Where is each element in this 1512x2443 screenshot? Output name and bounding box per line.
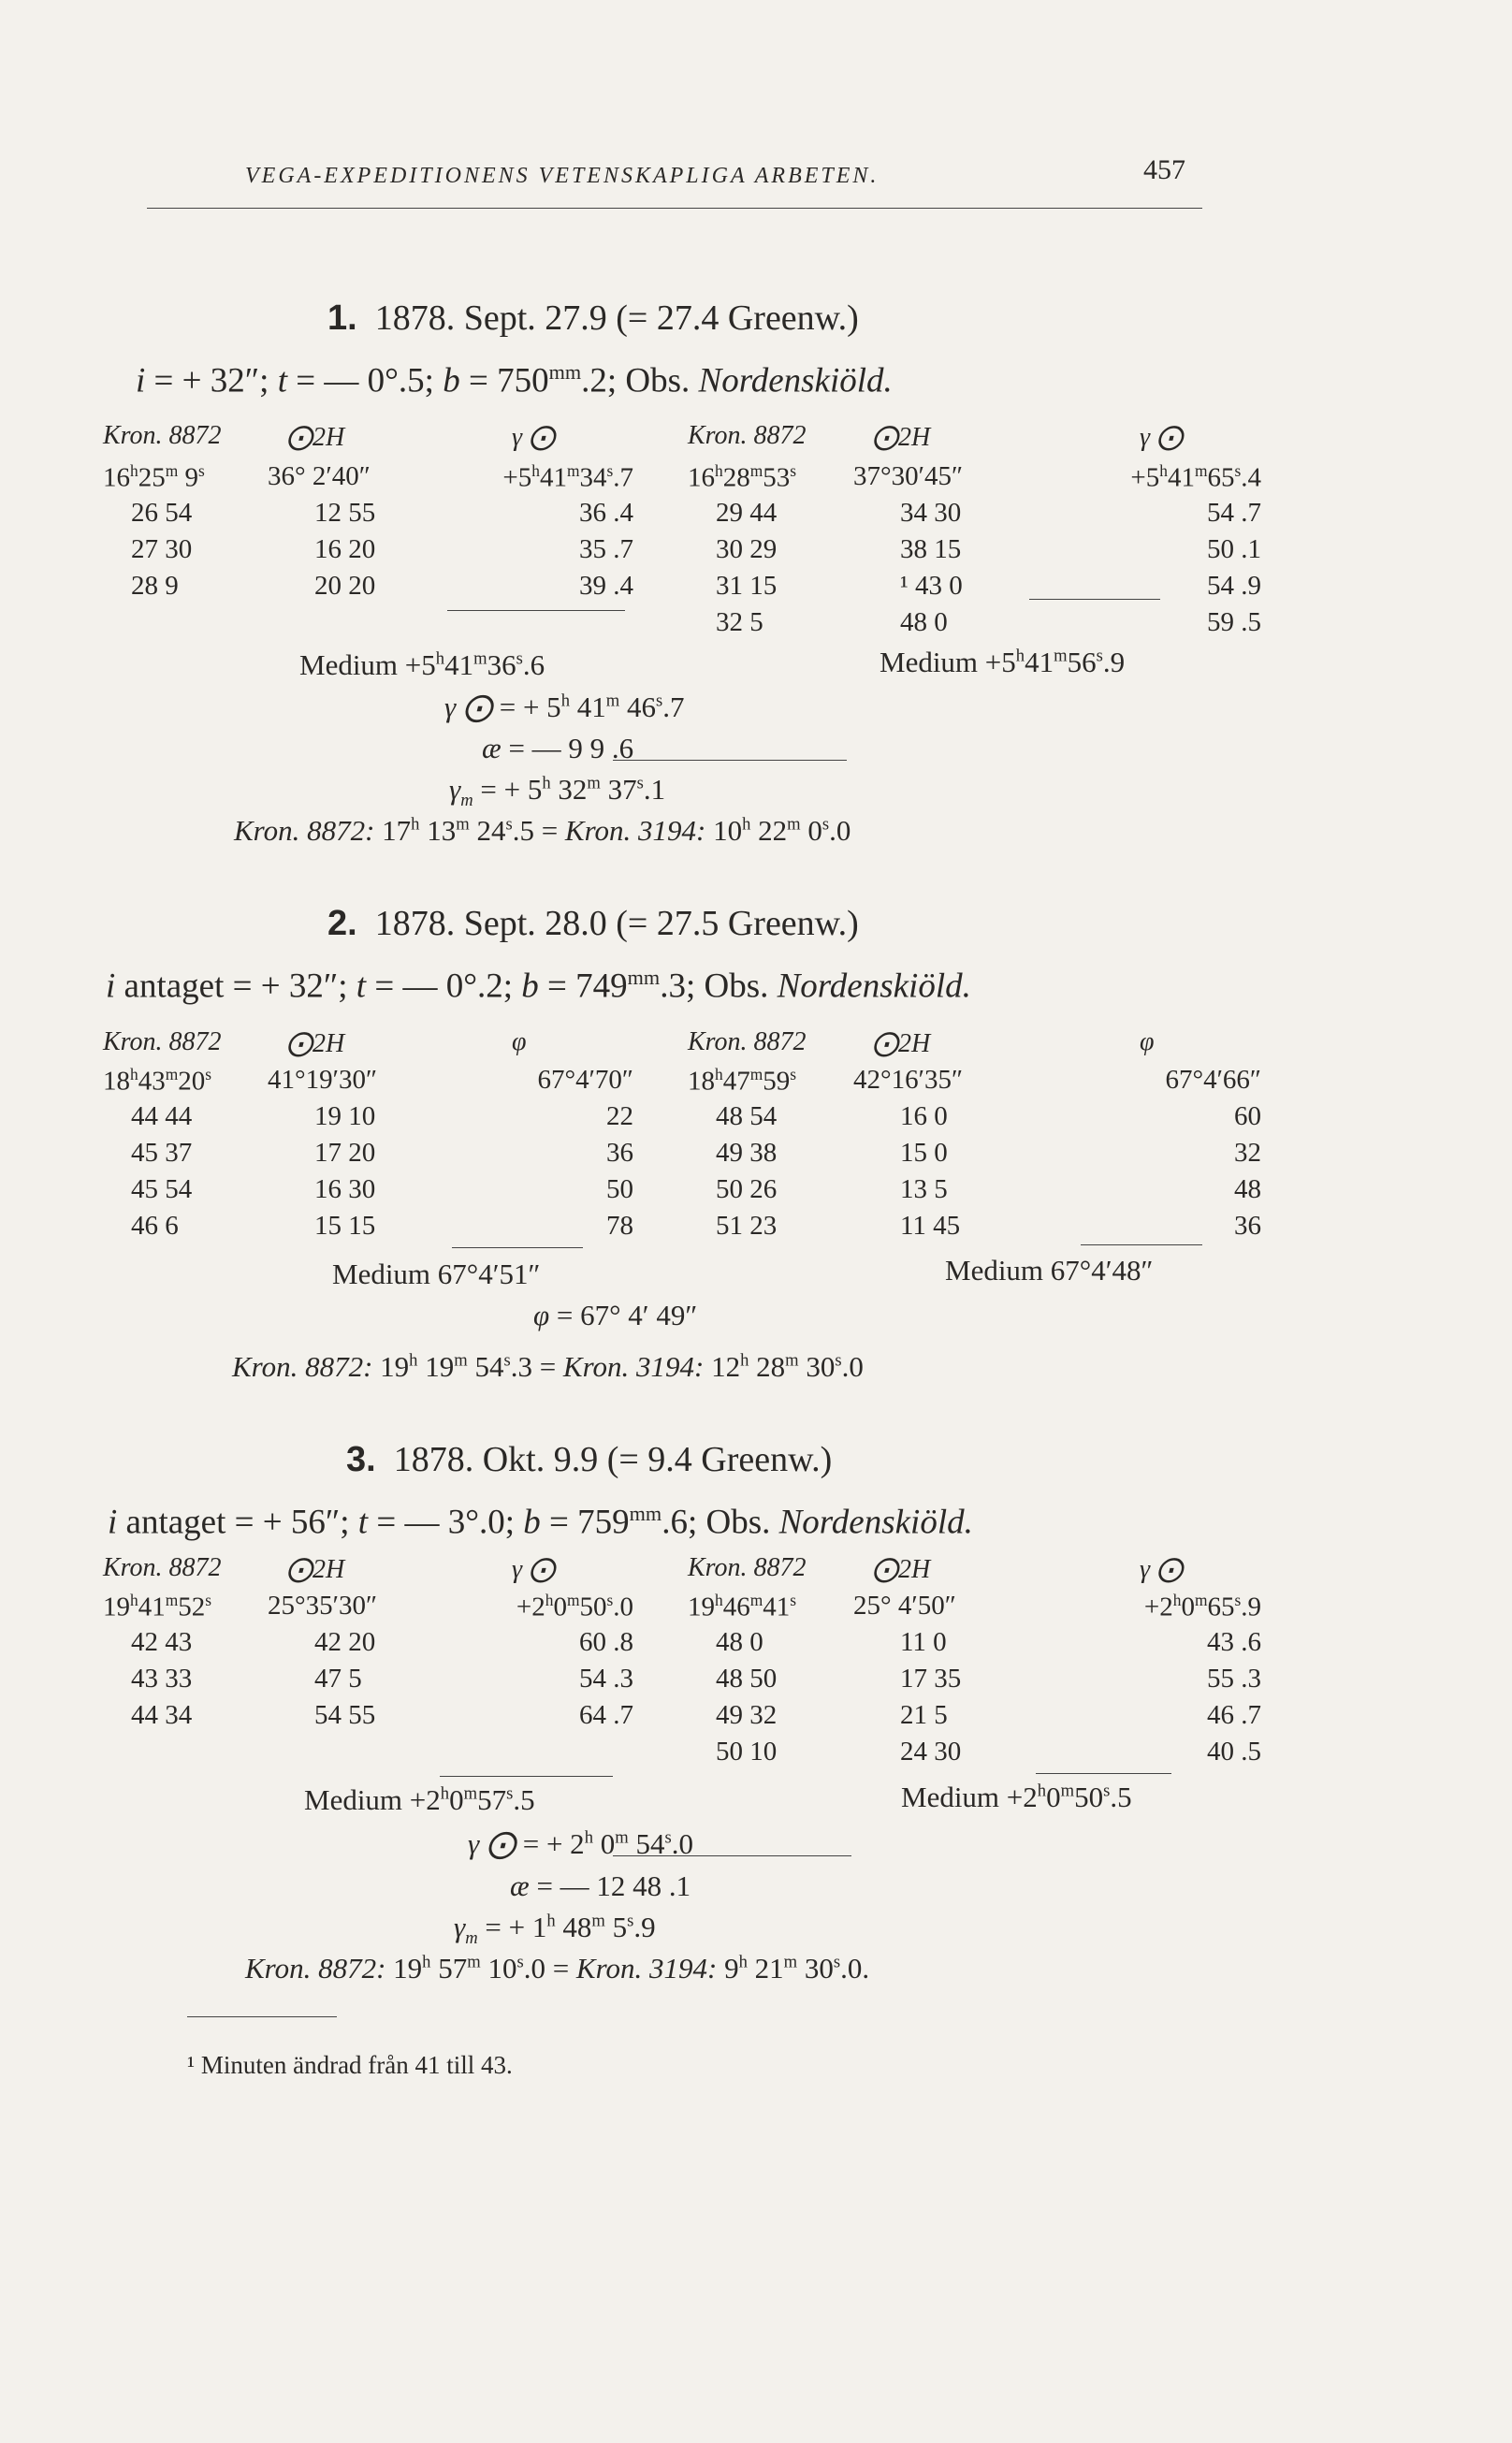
medium-rule	[452, 1247, 583, 1248]
table-cell-left: 22	[606, 1101, 633, 1131]
table-cell-right: 11 45	[900, 1211, 961, 1241]
result-rule	[613, 1855, 851, 1856]
table-cell-right: 49 32	[716, 1700, 778, 1730]
table-cell-right: 60	[1234, 1101, 1261, 1131]
table-cell-right: 24 30	[900, 1737, 962, 1767]
table-cell-right: 30 29	[716, 534, 778, 564]
table-cell-left: 54 .3	[579, 1664, 633, 1694]
result-line: æ = — 12 48 .1	[510, 1869, 691, 1902]
result-line: γ ⨀ = + $2^h$ 0$^m$ 54$^s$.0	[468, 1827, 693, 1860]
result-line: $\gamma_m$ = + $1^h$ 48$^m$ 5$^s$.9	[454, 1911, 656, 1949]
medium-left: Medium $+2^h0^m57^s.5$	[304, 1783, 535, 1816]
medium-rule	[1081, 1244, 1202, 1245]
table-cell-right: 67°4′66″	[1165, 1065, 1261, 1095]
table-cell-left: 16 30	[314, 1174, 376, 1204]
table-cell-right: 15 0	[900, 1138, 948, 1168]
column-header-right: ⨀2H	[872, 423, 931, 452]
table-cell-left: 44 34	[131, 1700, 193, 1730]
table-cell-left: 35 .7	[579, 534, 633, 564]
table-cell-right: 21 5	[900, 1700, 948, 1730]
table-cell-left: 36° 2′40″	[268, 461, 371, 491]
medium-right: Medium $+2^h0^m50^s.5$	[901, 1781, 1132, 1813]
table-cell-right: 50 10	[716, 1737, 778, 1767]
table-cell-left: 36	[606, 1138, 633, 1168]
column-header-right: Kron. 8872	[688, 1027, 807, 1056]
table-cell-right: 11 0	[900, 1627, 947, 1657]
result-rule	[613, 760, 847, 761]
medium-left: Medium 67°4′51″	[332, 1258, 541, 1290]
table-cell-right: 25° 4′50″	[853, 1591, 956, 1621]
medium-left: Medium $+5^h41^m36^s.6$	[299, 648, 545, 681]
table-cell-right: 48 50	[716, 1664, 778, 1694]
table-cell-left: 60 .8	[579, 1627, 633, 1657]
chronometer-comparison: Kron. 8872: 19$^h$ 19$^m$ $54^s.3$ = Kron. 3194: 12$^h$ 28$^m$ 30$^s$.0	[232, 1350, 864, 1383]
page-number: 457	[1143, 154, 1185, 185]
table-cell-left: 44 44	[131, 1101, 193, 1131]
column-header-left: Kron. 8872	[103, 421, 222, 450]
table-cell-right: 46 .7	[1207, 1700, 1261, 1730]
result-line: æ = — 9 9 .6	[482, 732, 634, 764]
table-cell-right: 16$^h$28$^m$53$^s$	[688, 461, 797, 493]
table-cell-left: $+5^h41^m34^s.7$	[502, 461, 633, 493]
table-cell-left: 46 6	[131, 1211, 179, 1241]
table-cell-right: 32	[1234, 1138, 1261, 1168]
medium-right: Medium 67°4′48″	[945, 1254, 1154, 1287]
table-cell-right: 50 .1	[1207, 534, 1261, 564]
table-cell-left: 17 20	[314, 1138, 376, 1168]
table-cell-left: 36 .4	[579, 498, 633, 528]
table-cell-right: 18$^h$47$^m$59$^s$	[688, 1065, 797, 1097]
table-cell-right: 54 .7	[1207, 498, 1261, 528]
column-header-left: φ	[512, 1027, 527, 1056]
table-cell-right: 34 30	[900, 498, 962, 528]
section-heading: 1. 1878. Sept. 27.9 (= 27.4 Greenw.)	[327, 298, 859, 338]
table-cell-right: 42°16′35″	[853, 1065, 964, 1095]
table-cell-left: 16 20	[314, 534, 376, 564]
table-cell-left: 19 10	[314, 1101, 376, 1131]
table-cell-left: 43 33	[131, 1664, 193, 1694]
running-header: VEGA-EXPEDITIONENS VETENSKAPLIGA ARBETEN.	[245, 164, 880, 188]
column-header-right: Kron. 8872	[688, 1553, 807, 1582]
table-cell-right: 54 .9	[1207, 571, 1261, 601]
chronometer-comparison: Kron. 8872: 19$^h$ 57$^m$ $10^s.0$ = Kron. 3194: 9$^h$ 21$^m$ 30$^s$.0.	[245, 1952, 870, 1985]
header-rule	[147, 208, 1202, 209]
column-header-left: ⨀2H	[286, 1029, 345, 1058]
column-header-left: Kron. 8872	[103, 1553, 222, 1582]
result-line: φ = 67° 4′ 49″	[533, 1299, 698, 1331]
table-cell-right: 43 .6	[1207, 1627, 1261, 1657]
table-cell-right: 13 5	[900, 1174, 948, 1204]
table-cell-left: 67°4′70″	[537, 1065, 633, 1095]
result-line: $\gamma_m$ = + $5^h$ 32$^m$ 37$^s$.1	[449, 773, 666, 811]
table-cell-right: ¹ 43 0	[900, 571, 963, 601]
table-cell-right: 51 23	[716, 1211, 778, 1241]
table-cell-left: 15 15	[314, 1211, 376, 1241]
table-cell-right: $+5^h41^m65^s.4$	[1130, 461, 1261, 493]
column-header-right: γ ⨀	[1140, 1555, 1184, 1584]
table-cell-left: 45 37	[131, 1138, 193, 1168]
column-header-left: Kron. 8872	[103, 1027, 222, 1056]
table-cell-right: 17 35	[900, 1664, 962, 1694]
medium-right: Medium $+5^h41^m56^s.9$	[880, 646, 1126, 678]
column-header-left: ⨀2H	[286, 1555, 345, 1584]
table-cell-left: 28 9	[131, 571, 179, 601]
table-cell-right: 48 54	[716, 1101, 778, 1131]
footnote: ¹ Minuten ändrad från 41 till 43.	[187, 2051, 513, 2079]
table-cell-left: 54 55	[314, 1700, 376, 1730]
medium-rule	[1036, 1773, 1171, 1774]
table-cell-right: 40 .5	[1207, 1737, 1261, 1767]
table-cell-left: 26 54	[131, 498, 193, 528]
table-cell-right: 37°30′45″	[853, 461, 964, 491]
table-cell-right: 32 5	[716, 607, 763, 637]
column-header-right: ⨀2H	[872, 1029, 931, 1058]
observation-parameters: i antaget = + 32″; t = — 0°.2; $b = 749^{mm}.3$; Obs. Nordenskiöld.	[106, 966, 971, 1006]
table-cell-left: 47 5	[314, 1664, 362, 1694]
footnote-rule	[187, 2016, 337, 2017]
table-cell-right: 50 26	[716, 1174, 778, 1204]
table-cell-right: $+2^h0^m65^s.9$	[1143, 1591, 1261, 1622]
table-cell-left: 78	[606, 1211, 633, 1241]
table-cell-left: 27 30	[131, 534, 193, 564]
table-cell-left: 18$^h$43$^m$20$^s$	[103, 1065, 212, 1097]
column-header-left: γ ⨀	[512, 423, 556, 452]
table-cell-left: 12 55	[314, 498, 376, 528]
medium-rule	[440, 1776, 613, 1777]
section-heading: 3. 1878. Okt. 9.9 (= 9.4 Greenw.)	[346, 1440, 833, 1479]
table-cell-right: 31 15	[716, 571, 778, 601]
table-cell-left: 19$^h$41$^m$52$^s$	[103, 1591, 212, 1622]
table-cell-right: 19$^h$46$^m$41$^s$	[688, 1591, 797, 1622]
table-cell-left: 64 .7	[579, 1700, 633, 1730]
table-cell-left: 25°35′30″	[268, 1591, 378, 1621]
table-cell-right: 55 .3	[1207, 1664, 1261, 1694]
table-cell-right: 48 0	[716, 1627, 763, 1657]
table-cell-right: 36	[1234, 1211, 1261, 1241]
medium-rule	[447, 610, 625, 611]
chronometer-comparison: Kron. 8872: 17$^h$ 13$^m$ $24^s.5$ = Kron. 3194: 10$^h$ 22$^m$ 0$^s$.0	[234, 814, 851, 847]
observation-parameters: i = + 32″; t = — 0°.5; $b = 750^{mm}.2$; Obs. Nordenskiöld.	[136, 360, 893, 400]
column-header-right: γ ⨀	[1140, 423, 1184, 452]
column-header-right: ⨀2H	[872, 1555, 931, 1584]
table-cell-left: 42 43	[131, 1627, 193, 1657]
medium-rule	[1029, 599, 1160, 600]
column-header-left: γ ⨀	[512, 1555, 556, 1584]
column-header-right: Kron. 8872	[688, 421, 807, 450]
table-cell-left: $+2^h0^m50^s.0$	[516, 1591, 633, 1622]
table-cell-left: 16$^h$25$^m$ 9$^s$	[103, 461, 205, 493]
table-cell-left: 42 20	[314, 1627, 376, 1657]
observation-parameters: i antaget = + 56″; t = — 3°.0; $b = 759^{mm}.6$; Obs. Nordenskiöld.	[108, 1502, 973, 1542]
table-cell-right: 48	[1234, 1174, 1261, 1204]
section-heading: 2. 1878. Sept. 28.0 (= 27.5 Greenw.)	[327, 904, 859, 943]
table-cell-left: 39 .4	[579, 571, 633, 601]
table-cell-right: 49 38	[716, 1138, 778, 1168]
table-cell-left: 50	[606, 1174, 633, 1204]
table-cell-right: 38 15	[900, 534, 962, 564]
column-header-left: ⨀2H	[286, 423, 345, 452]
table-cell-left: 41°19′30″	[268, 1065, 378, 1095]
result-line: γ ⨀ = + $5^h$ 41$^m$ 46$^s$.7	[444, 691, 685, 723]
column-header-right: φ	[1140, 1027, 1155, 1056]
table-cell-left: 45 54	[131, 1174, 193, 1204]
table-cell-right: 48 0	[900, 607, 948, 637]
table-cell-right: 59 .5	[1207, 607, 1261, 637]
table-cell-left: 20 20	[314, 571, 376, 601]
table-cell-right: 29 44	[716, 498, 778, 528]
table-cell-right: 16 0	[900, 1101, 948, 1131]
